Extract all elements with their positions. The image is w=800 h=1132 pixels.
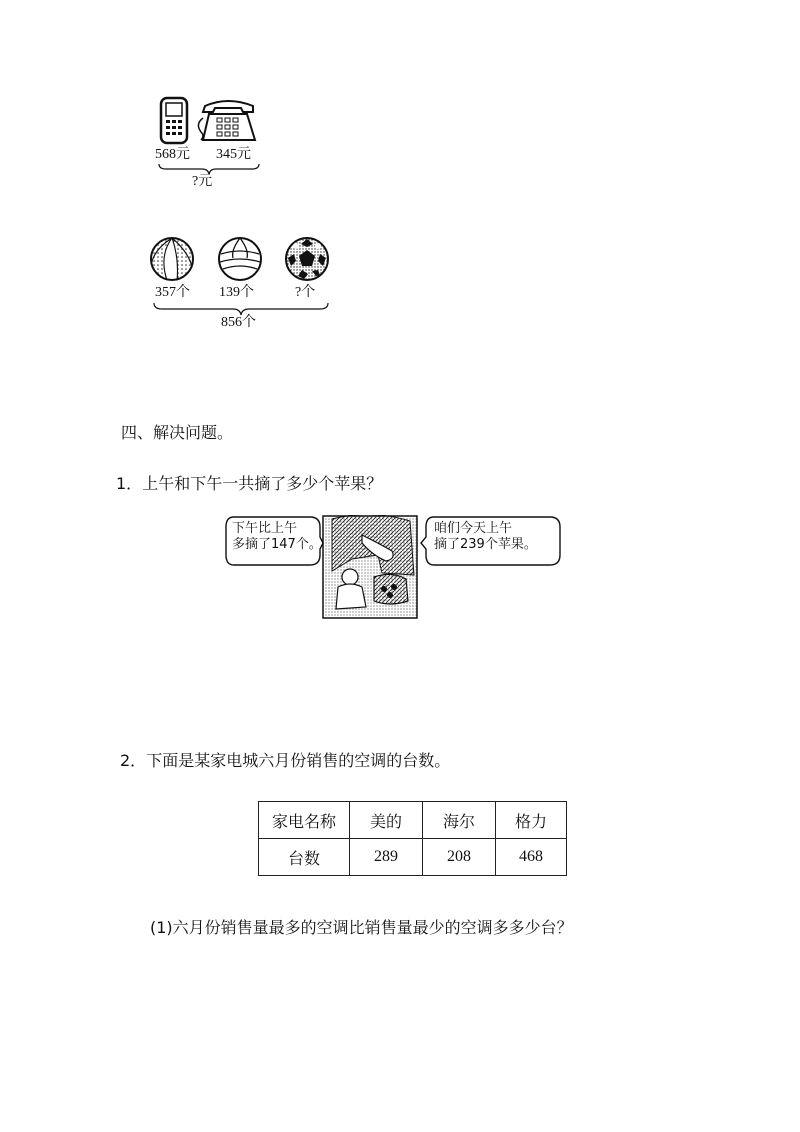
problem-2-number: 2．: [120, 751, 147, 770]
table-header-cell: 家电名称: [259, 802, 350, 839]
table-header-cell: 格力: [496, 802, 567, 839]
sales-table: [258, 801, 567, 876]
right-bubble-line-1: 咱们今天上午: [434, 521, 513, 536]
phone-total-label: ?元: [192, 174, 213, 189]
ball-total-label: 856个: [221, 315, 256, 330]
mobile-phone-icon: [158, 96, 192, 146]
problem-1-number: 1．: [116, 474, 143, 493]
soccer-ball-count: ?个: [295, 285, 316, 300]
table-header-cell: 海尔: [423, 802, 496, 839]
table-cell: 台数: [259, 839, 350, 876]
sub-question-1: (1)六月份销售量最多的空调比销售量最少的空调多多少台？: [150, 918, 573, 937]
table-cell: 208: [423, 839, 496, 876]
problem-2: [120, 752, 450, 770]
problem-1: [116, 475, 382, 493]
table-cell: 468: [496, 839, 567, 876]
left-bubble-line-1: 下午比上午: [232, 521, 298, 536]
table-header-row: [259, 802, 567, 839]
telephone-icon: [195, 98, 261, 146]
section-title: 四、解决问题。: [121, 423, 234, 442]
right-bubble-line-2: 摘了239个苹果。: [434, 537, 537, 552]
volleyball-icon: [217, 236, 263, 282]
ball-total-brace: [153, 302, 329, 316]
left-bubble-text: [232, 521, 322, 553]
soccer-ball-icon: [284, 236, 330, 282]
left-bubble-line-2: 多摘了147个。: [232, 537, 322, 552]
volleyball-count: 139个: [219, 285, 254, 300]
table-header-cell: 美的: [350, 802, 423, 839]
telephone-price-label: 345元: [216, 147, 251, 162]
phone-price-label: 568元: [155, 147, 190, 162]
beach-ball-icon: [149, 236, 195, 282]
right-bubble-text: [434, 521, 558, 553]
apple-picking-illustration: [322, 515, 418, 619]
problem-1-text: 上午和下午一共摘了多少个苹果？: [142, 474, 383, 493]
beach-ball-count: 357个: [155, 285, 190, 300]
table-row: [259, 839, 567, 876]
problem-2-text: 下面是某家电城六月份销售的空调的台数。: [146, 751, 451, 770]
table-cell: 289: [350, 839, 423, 876]
